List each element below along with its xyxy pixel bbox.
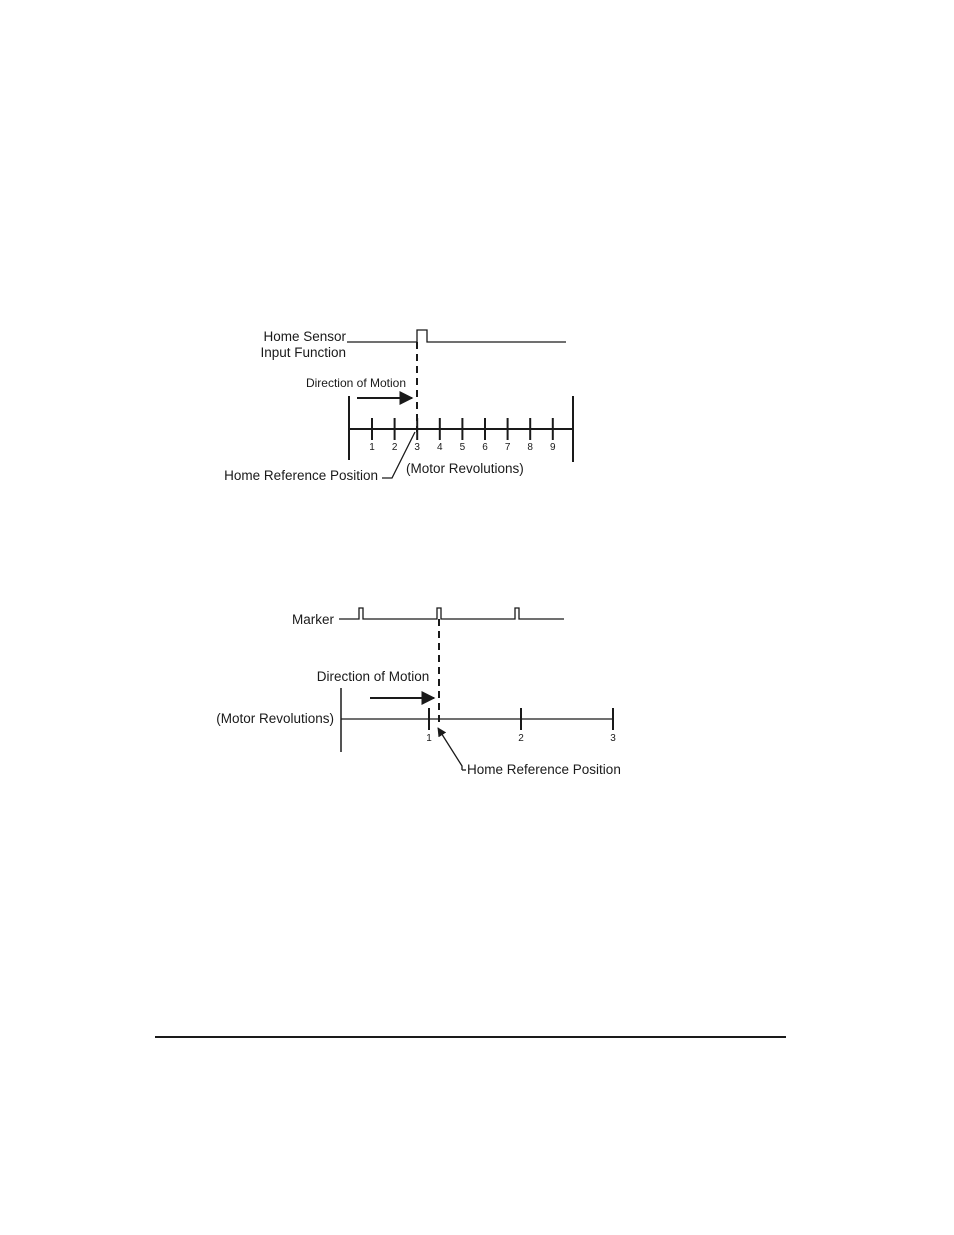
home-ref-label-1: Home Reference Position bbox=[224, 468, 378, 483]
ticks2-tick-label-1: 1 bbox=[426, 733, 432, 744]
ticks1-tick-label-5: 5 bbox=[459, 442, 466, 453]
marker-label: Marker bbox=[291, 612, 334, 627]
home-sensor-diagram bbox=[224, 329, 573, 483]
home-sensor-signal bbox=[347, 330, 566, 342]
ticks1-tick-label-2: 2 bbox=[391, 442, 398, 453]
ticks1-tick-label-9: 9 bbox=[550, 442, 556, 453]
ticks1-tick-label-8: 8 bbox=[527, 442, 533, 453]
axis1-ticks bbox=[369, 418, 556, 453]
axis2-ticks bbox=[426, 708, 616, 744]
home-ref-label-2: Home Reference Position bbox=[467, 762, 621, 777]
home-ref-leader-2 bbox=[438, 728, 462, 770]
axis1-label: (Motor Revolutions) bbox=[406, 461, 524, 476]
home-sensor-label-line2: Input Function bbox=[260, 345, 346, 360]
ticks2-tick-label-3: 3 bbox=[610, 733, 616, 744]
home-sensor-label-line1: Home Sensor bbox=[263, 329, 346, 344]
direction-label-2: Direction of Motion bbox=[316, 669, 430, 684]
axis2-label: (Motor Revolutions) bbox=[216, 711, 334, 726]
ticks1-tick-label-1: 1 bbox=[369, 442, 375, 453]
direction-label-1: Direction of Motion bbox=[305, 376, 407, 390]
ticks1-tick-label-3: 3 bbox=[414, 442, 420, 453]
ticks1-tick-label-6: 6 bbox=[482, 442, 488, 453]
ticks2-tick-label-2: 2 bbox=[518, 733, 524, 744]
ticks1-tick-label-7: 7 bbox=[504, 442, 511, 453]
ticks1-tick-label-4: 4 bbox=[437, 442, 443, 453]
marker-diagram bbox=[216, 608, 621, 777]
marker-signal bbox=[339, 608, 564, 619]
